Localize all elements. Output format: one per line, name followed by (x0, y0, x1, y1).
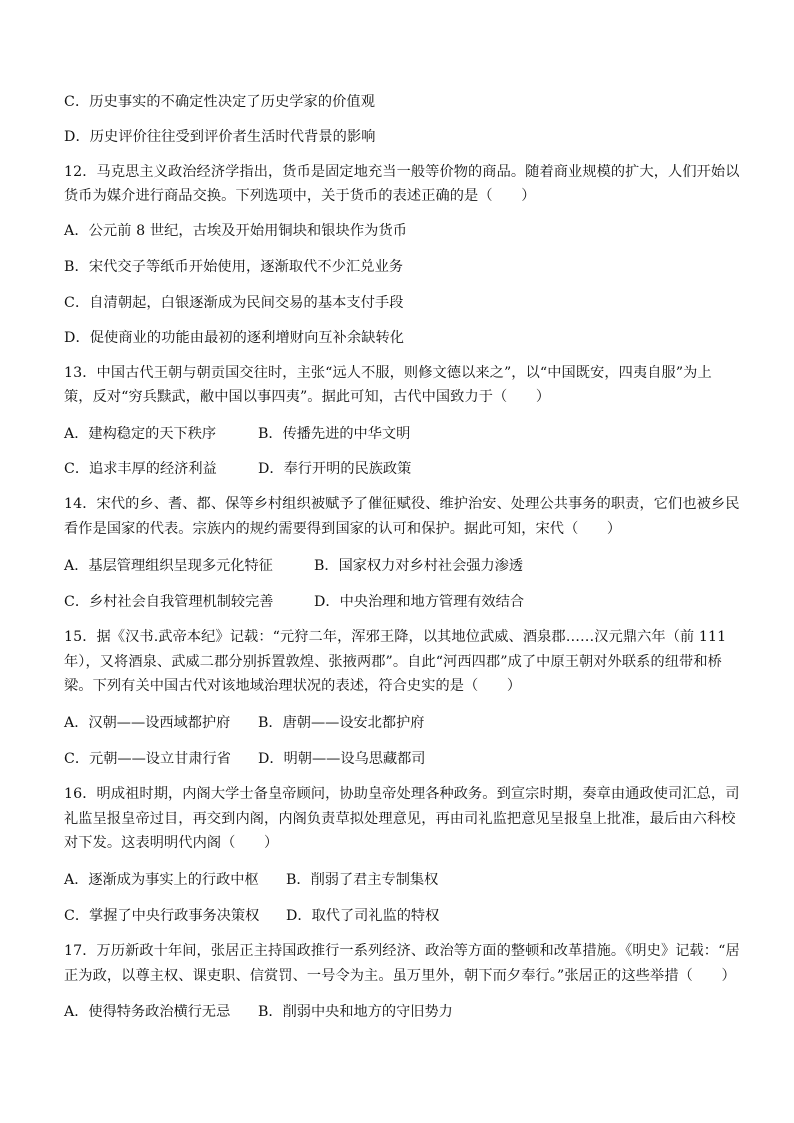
q16-options-row-1 (64, 871, 438, 889)
q17-option-b: B．削弱中央和地方的守旧势力 (258, 1004, 453, 1020)
q16-option-d: D．取代了司礼监的特权 (286, 908, 440, 924)
q13-option-b: B．传播先进的中华文明 (258, 426, 411, 442)
q14-stem-line-2: 看作是国家的代表。宗族内的规约需要得到国家的认可和保护。据此可知，宋代（ ） (64, 521, 622, 537)
q14-stem-line-1: 14．宋代的乡、耆、都、保等乡村组织被赋予了催征赋役、维护治安、处理公共事务的职责，它们也被乡民 (64, 496, 740, 512)
q15-options-row-1 (64, 714, 425, 732)
q17-option-a: A．使得特务政治横行无忌 (64, 1004, 231, 1020)
q13-option-c: C．追求丰厚的经济利益 (64, 461, 217, 477)
q12-option-d: D．促使商业的功能由最初的逐利增财向互补余缺转化 (64, 330, 405, 346)
q16-stem-line-3: 对下发。这表明明代内阁（ ） (64, 835, 279, 851)
q16-options-row-2 (64, 907, 439, 925)
q14-option-c: C．乡村社会自我管理机制较完善 (64, 594, 274, 610)
q14-options-row-1 (64, 557, 523, 575)
q12-stem-line-2: 货币为媒介进行商品交换。下列选项中，关于货币的表述正确的是（ ） (64, 188, 536, 204)
q15-options-row-2 (64, 750, 425, 768)
q11-option-c: C．历史事实的不确定性决定了历史学家的价值观 (64, 94, 375, 110)
q15-option-a: A．汉朝——设西域都护府 (64, 715, 231, 731)
q16-option-c: C．掌握了中央行政事务决策权 (64, 908, 260, 924)
q13-options-row-2 (64, 460, 411, 478)
q14-option-d: D．中央治理和地方管理有效结合 (314, 594, 525, 610)
q14-option-b: B．国家权力对乡村社会强力渗透 (314, 558, 524, 574)
q16-option-a: A．逐渐成为事实上的行政中枢 (64, 872, 259, 888)
q12-option-b: B．宋代交子等纸币开始使用，逐渐取代不少汇兑业务 (64, 259, 404, 275)
q11-option-d: D．历史评价往往受到评价者生活时代背景的影响 (64, 129, 376, 145)
q17-stem-line-2: 正为政，以尊主权、课吏职、信赏罚、一号令为主。虽万里外，朝下而夕奉行。”张居正的这些举措（ ） (64, 968, 736, 984)
q12-option-a: A．公元前 8 世纪，古埃及开始用铜块和银块作为货币 (64, 223, 408, 239)
q12-stem-line-1: 12．马克思主义政治经济学指出，货币是固定地充当一般等价物的商品。随着商业规模的扩大，人们开始以 (64, 164, 740, 180)
q13-stem-line-2: 策，反对“穷兵黩武，敝中国以事四夷”。据此可知，古代中国致力于（ ） (64, 389, 551, 405)
q15-option-d: D．明朝——设乌思藏都司 (258, 751, 426, 767)
q13-stem-line-1: 13．中国古代王朝与朝贡国交往时，主张“远人不服，则修文德以来之”，以“中国既安，四夷自服”为上 (64, 365, 712, 381)
q16-option-b: B．削弱了君主专制集权 (286, 872, 439, 888)
q13-options-row-1 (64, 425, 410, 443)
q15-stem-line-3: 梁。下列有关中国古代对该地域治理状况的表述，符合史实的是（ ） (64, 678, 522, 694)
q15-option-c: C．元朝——设立甘肃行省 (64, 751, 231, 767)
q17-stem-line-1: 17．万历新政十年间，张居正主持国政推行一系列经济、政治等方面的整顿和改革措施。《明史》记载：“居 (64, 943, 740, 959)
q14-option-a: A．基层管理组织呈现多元化特征 (64, 558, 273, 574)
q16-stem-line-2: 礼监呈报皇帝过目，再交到内阁，内阁负责草拟处理意见，再由司礼监把意见呈报皇上批准，最后由六科校 (64, 811, 736, 827)
q15-option-b: B．唐朝——设安北都护府 (258, 715, 425, 731)
q14-options-row-2 (64, 593, 524, 611)
q13-option-d: D．奉行开明的民族政策 (258, 461, 412, 477)
q12-option-c: C．自清朝起，白银逐渐成为民间交易的基本支付手段 (64, 295, 404, 311)
q17-options-row-1 (64, 1003, 453, 1021)
q16-stem-line-1: 16．明成祖时期，内阁大学士备皇帝顾问，协助皇帝处理各种政务。到宣宗时期，奏章由通政使司汇总，司 (64, 786, 740, 802)
q13-option-a: A．建构稳定的天下秩序 (64, 426, 217, 442)
q15-stem-line-1: 15．据《汉书.武帝本纪》记载：“元狩二年，浑邪王降，以其地位武威、酒泉郡……汉元鼎六年（前 111 (64, 629, 727, 645)
q15-stem-line-2: 年），又将酒泉、武威二郡分别拆置敦煌、张掖两郡”。自此“河西四郡”成了中原王朝对外联系的纽带和桥 (64, 654, 722, 670)
